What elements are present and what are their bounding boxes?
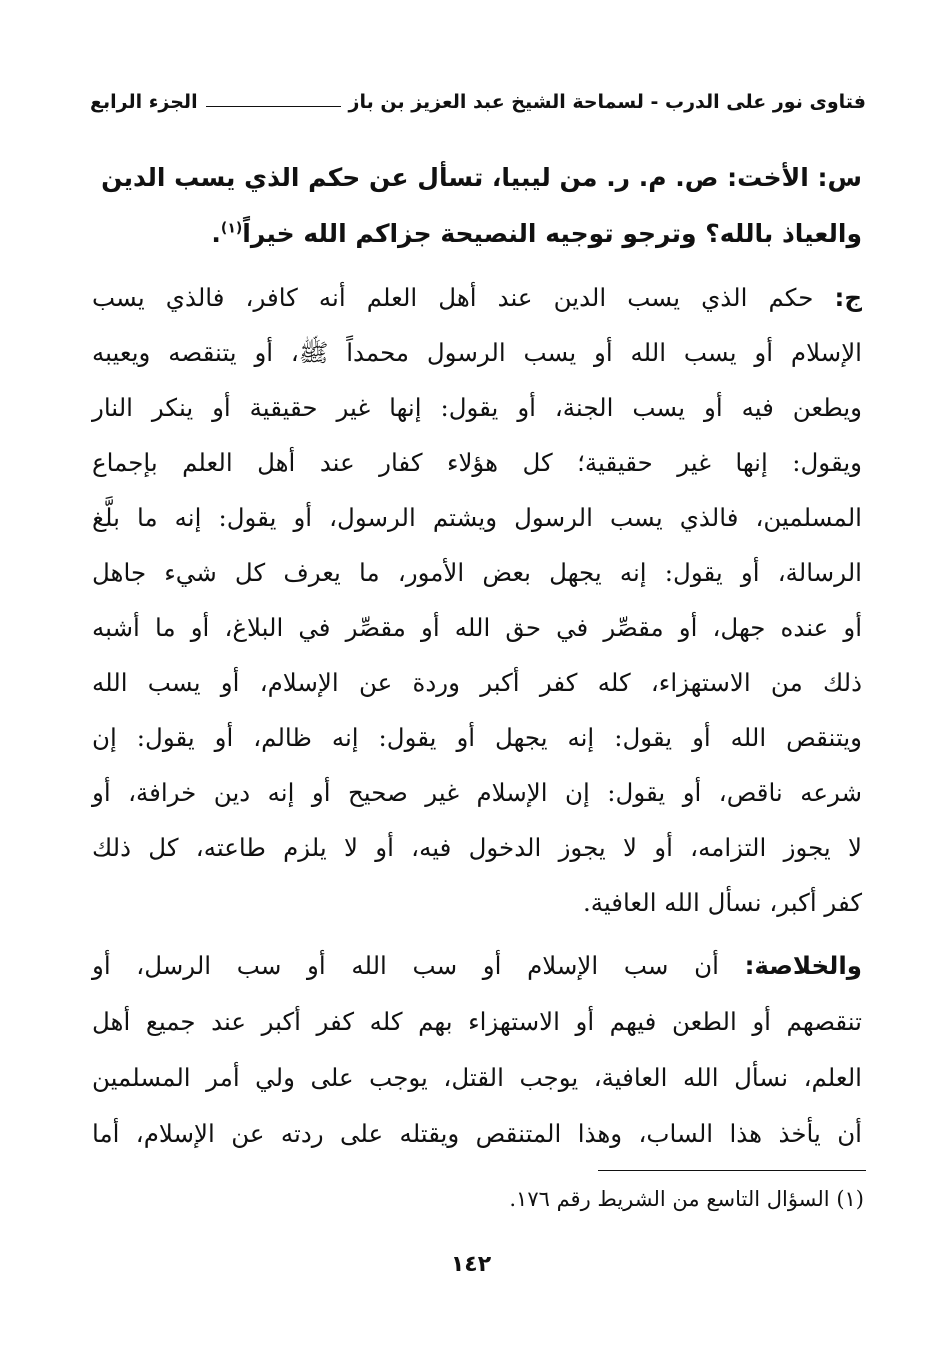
- question-block: [96, 150, 862, 262]
- answer-block: [92, 270, 862, 930]
- answer-line: ذلك من الاستهزاء، كله كفر أكبر وردة عن الإسلام، أو يسب الله: [92, 668, 862, 697]
- summary-line: أن يأخذ هذا الساب، وهذا المتنقص ويقتله على ردته عن الإسلام، أما: [92, 1119, 862, 1148]
- running-header: [90, 84, 866, 120]
- answer-line: ويطعن فيه أو يسب الجنة، أو يقول: إنها غير حقيقية أو ينكر النار: [92, 393, 862, 422]
- answer-line: الرسالة، أو يقول: إنه يجهل بعض الأمور، ما يعرف كل شيء جاهل: [92, 558, 862, 587]
- book-title: فتاوى نور على الدرب - لسماحة الشيخ عبد العزيز بن باز: [348, 91, 866, 113]
- answer-line: شرعه ناقص، أو يقول: إن الإسلام غير صحيح أو إنه دين خرافة، أو: [92, 778, 862, 807]
- answer-line-text: حكم الذي يسب الدين عند أهل العلم أنه كافر، فالذي يسب: [92, 283, 814, 312]
- volume-label: الجزء الرابع: [90, 91, 198, 113]
- summary-line-text: أن سب الإسلام أو سب الله أو سب الرسل، أو: [92, 951, 719, 980]
- answer-line: لا يجوز التزامه، أو لا يجوز الدخول فيه، أو لا يلزم طاعته، كل ذلك: [92, 833, 862, 862]
- summary-line: تنقصهم أو الطعن فيهم أو الاستهزاء بهم كله كفر أكبر عند جميع أهل: [92, 1007, 862, 1036]
- header-dash: [206, 105, 341, 107]
- question-line: [96, 206, 862, 262]
- question-line-text: والعياذ بالله؟ وترجو توجيه النصيحة جزاكم الله خيراً: [242, 219, 862, 248]
- footnote: (١) السؤال التاسع من الشريط رقم ١٧٦.: [509, 1187, 864, 1211]
- footnote-separator: [598, 1170, 866, 1171]
- answer-line: [92, 270, 862, 325]
- answer-line: أو عنده جهل، أو مقصِّر في حق الله أو مقصِّر في البلاغ، أو ما أشبه: [92, 613, 862, 642]
- summary-line: العلم، نسأل الله العافية، يوجب القتل، يوجب على ولي أمر المسلمين: [92, 1063, 862, 1092]
- page-number: ١٤٢: [450, 1252, 492, 1277]
- answer-line: ويقول: إنها غير حقيقية؛ كل هؤلاء كفار عند أهل العلم بإجماع: [92, 448, 862, 477]
- answer-line: ويتنقص الله أو يقول: إنه يجهل أو يقول: إنه ظالم، أو يقول: إن: [92, 723, 862, 752]
- question-line: س: الأخت: ص. م. ر. من ليبيا، تسأل عن حكم الذي يسب الدين: [101, 163, 862, 192]
- footnote-ref: (١): [220, 220, 243, 237]
- question-end: .: [211, 219, 221, 248]
- answer-line: المسلمين، فالذي يسب الرسول ويشتم الرسول، أو يقول: إنه ما بلَّغ: [92, 503, 862, 532]
- summary-block: [92, 938, 862, 1162]
- answer-line: الإسلام أو يسب الله أو يسب الرسول محمداً ﷺ، أو يتنقصه ويعيبه: [92, 338, 862, 367]
- summary-line: [92, 938, 862, 994]
- answer-line: كفر أكبر، نسأل الله العافية.: [582, 888, 862, 917]
- answer-lead: ج:: [834, 283, 862, 312]
- summary-lead: والخلاصة:: [744, 951, 862, 980]
